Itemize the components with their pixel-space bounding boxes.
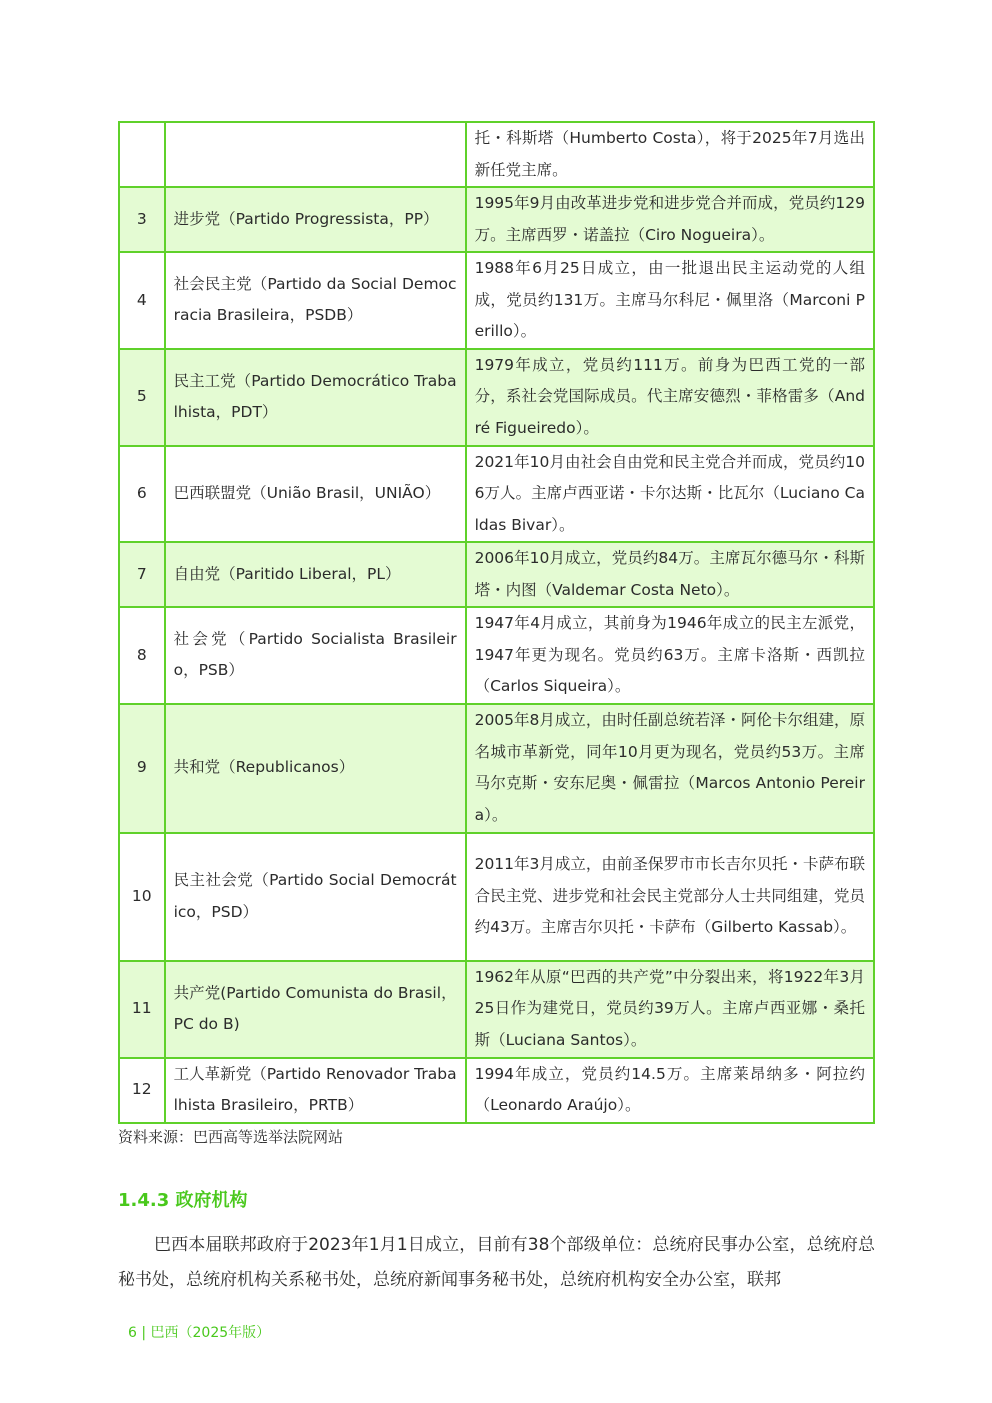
party-table-container xyxy=(118,121,875,1124)
table-row xyxy=(119,961,874,1058)
row-number: 9 xyxy=(119,704,165,833)
party-name: 共产党(Partido Comunista do Brasil，PC do B) xyxy=(165,961,466,1058)
table-row xyxy=(119,122,874,187)
row-number: 8 xyxy=(119,607,165,704)
table-row xyxy=(119,187,874,252)
party-description: 2021年10月由社会自由党和民主党合并而成，党员约106万人。主席卢西亚诺・卡尔达斯・比瓦尔（Luciano Caldas Bivar）。 xyxy=(466,446,874,543)
row-number: 5 xyxy=(119,349,165,446)
row-number: 11 xyxy=(119,961,165,1058)
table-row xyxy=(119,1058,874,1123)
party-description: 1988年6月25日成立，由一批退出民主运动党的人组成，党员约131万。主席马尔科尼・佩里洛（Marconi Perillo）。 xyxy=(466,252,874,349)
party-description: 1979年成立，党员约111万。前身为巴西工党的一部分，系社会党国际成员。代主席安德烈・菲格雷多（André Figueiredo）。 xyxy=(466,349,874,446)
party-name: 民主工党（Partido Democrático Trabalhista，PDT） xyxy=(165,349,466,446)
party-description: 托・科斯塔（Humberto Costa），将于2025年7月选出新任党主席。 xyxy=(466,122,874,187)
row-number: 4 xyxy=(119,252,165,349)
party-description: 1947年4月成立，其前身为1946年成立的民主左派党，1947年更为现名。党员约63万。主席卡洛斯・西凯拉（Carlos Siqueira）。 xyxy=(466,607,874,704)
page-footer: 6 | 巴西（2025年版） xyxy=(128,1325,271,1341)
party-name: 共和党（Republicanos） xyxy=(165,704,466,833)
body-paragraph: 巴西本届联邦政府于2023年1月1日成立，目前有38个部级单位：总统府民事办公室，总统府总秘书处，总统府机构关系秘书处，总统府新闻事务秘书处，总统府机构安全办公室，联邦 xyxy=(118,1235,875,1290)
party-name: 工人革新党（Partido Renovador Trabalhista Brasileiro，PRTB） xyxy=(165,1058,466,1123)
row-number: 7 xyxy=(119,542,165,607)
row-number: 10 xyxy=(119,833,165,961)
party-description: 1962年从原“巴西的共产党”中分裂出来，将1922年3月25日作为建党日，党员约39万人。主席卢西亚娜・桑托斯（Luciana Santos）。 xyxy=(466,961,874,1058)
row-number: 6 xyxy=(119,446,165,543)
table-row xyxy=(119,446,874,543)
table-row xyxy=(119,252,874,349)
table-row xyxy=(119,607,874,704)
row-number: 12 xyxy=(119,1058,165,1123)
party-name: 民主社会党（Partido Social Democrático，PSD） xyxy=(165,833,466,961)
party-name: 社会民主党（Partido da Social Democracia Brasileira，PSDB） xyxy=(165,252,466,349)
party-name: 社会党（Partido Socialista Brasileiro，PSB） xyxy=(165,607,466,704)
party-description: 2006年10月成立，党员约84万。主席瓦尔德马尔・科斯塔・内图（Valdemar Costa Neto）。 xyxy=(466,542,874,607)
table-row xyxy=(119,704,874,833)
party-name: 巴西联盟党（União Brasil，UNIÃO） xyxy=(165,446,466,543)
table-source-note: 资料来源：巴西高等选举法院网站 xyxy=(118,1128,344,1146)
section-heading: 1.4.3 政府机构 xyxy=(118,1190,248,1211)
row-number: 3 xyxy=(119,187,165,252)
party-description: 2005年8月成立，由时任副总统若泽・阿伦卡尔组建，原名城市革新党，同年10月更为现名，党员约53万。主席马尔克斯・安东尼奥・佩雷拉（Marcos Antonio Pereira）。 xyxy=(466,704,874,833)
table-row xyxy=(119,542,874,607)
party-table xyxy=(118,121,875,1124)
party-description: 2011年3月成立，由前圣保罗市市长吉尔贝托・卡萨布联合民主党、进步党和社会民主党部分人士共同组建，党员约43万。主席吉尔贝托・卡萨布（Gilberto Kassab）。 xyxy=(466,833,874,961)
party-name: 自由党（Paritido Liberal，PL） xyxy=(165,542,466,607)
party-description: 1995年9月由改革进步党和进步党合并而成，党员约129万。主席西罗・诺盖拉（Ciro Nogueira）。 xyxy=(466,187,874,252)
party-name: 进步党（Partido Progressista，PP） xyxy=(165,187,466,252)
party-name xyxy=(165,122,466,187)
party-description: 1994年成立，党员约14.5万。主席莱昂纳多・阿拉约（Leonardo Araújo）。 xyxy=(466,1058,874,1123)
row-number xyxy=(119,122,165,187)
table-row xyxy=(119,833,874,961)
table-row xyxy=(119,349,874,446)
